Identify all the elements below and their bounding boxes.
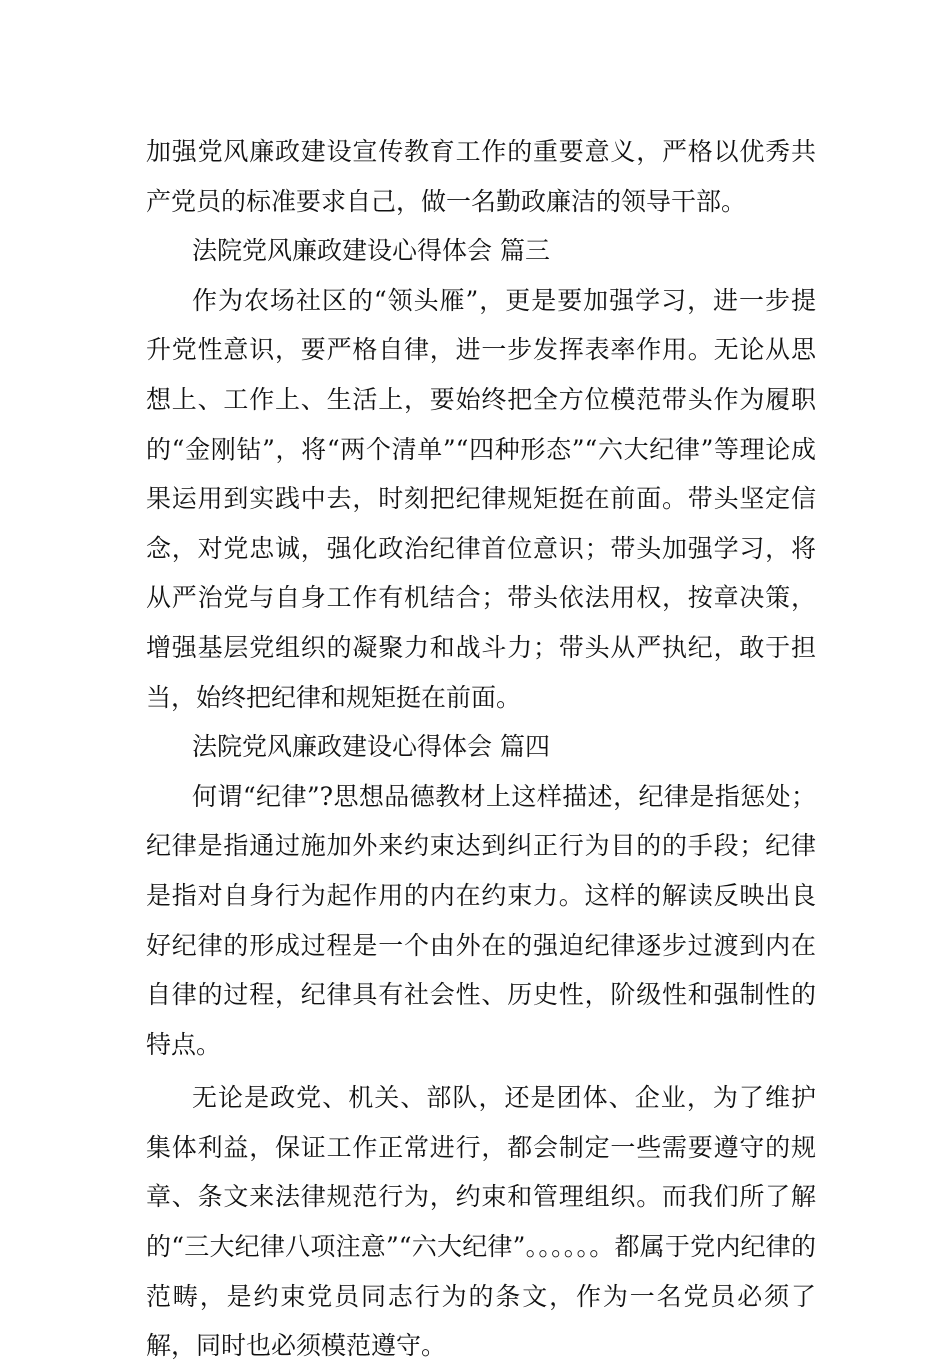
paragraph-part-four-definition: 何谓“纪律”?思想品德教材上这样描述，纪律是指惩处；纪律是指通过施加外来约束达到纠正行为目的的手段；纪律是指对自身行为起作用的内在约束力。这样的解读反映出良好纪律的形成过程是一个由外在的强迫纪律逐步过渡到内在自律的过程，纪律具有社会性、历史性，阶级性和强制性的特点。: [146, 781, 816, 1059]
document-body: [146, 127, 816, 1371]
section-heading-part-three: 法院党风廉政建设心得体会 篇三: [192, 236, 550, 266]
paragraph-part-four-discipline: 无论是政党、机关、部队，还是团体、企业，为了维护集体利益，保证工作正常进行，都会制定一些需要遵守的规章、条文来法律规范行为，约束和管理组织。而我们所了解的“三大纪律八项注意”“六大纪律”。。。。。。都属于党内纪律的范畴，是约束党员同志行为的条文，作为一名党员必须了解，同时也必须模范遵守。: [146, 1083, 816, 1361]
paragraph-part-three: 作为农场社区的“领头雁”，更是要加强学习，进一步提升党性意识，要严格自律，进一步发挥表率作用。无论从思想上、工作上、生活上，要始终把全方位模范带头作为履职的“金刚钻”，将“两个清单”“四种形态”“六大纪律”等理论成果运用到实践中去，时刻把纪律规矩挺在前面。带头坚定信念，对党忠诚，强化政治纪律首位意识；带头加强学习，将从严治党与自身工作有机结合；带头依法用权，按章决策，增强基层党组织的凝聚力和战斗力；带头从严执纪，敢于担当，始终把纪律和规矩挺在前面。: [146, 285, 816, 712]
paragraph-intro-continuation: 加强党风廉政建设宣传教育工作的重要意义，严格以优秀共产党员的标准要求自己，做一名勤政廉洁的领导干部。: [146, 137, 816, 216]
section-heading-part-four: 法院党风廉政建设心得体会 篇四: [192, 732, 550, 762]
